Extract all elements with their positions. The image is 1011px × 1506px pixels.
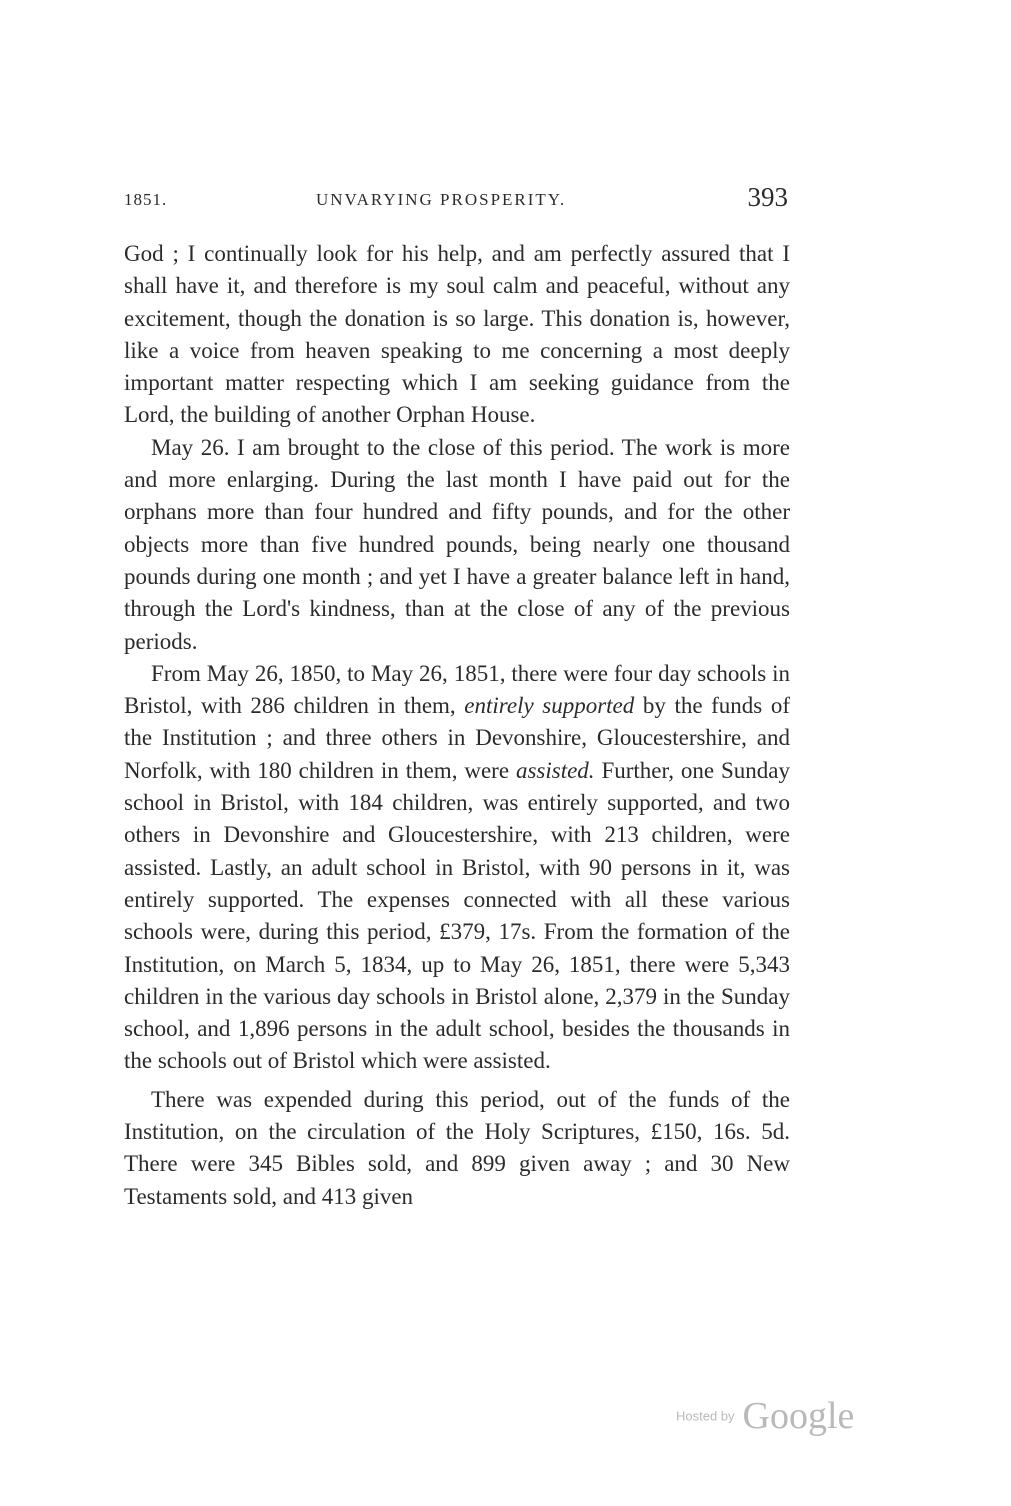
header-year: 1851. [124,190,168,209]
header-title: UNVARYING PROSPERITY. [316,190,567,209]
running-head [124,182,788,218]
schools-text-part-3: Further, one Sunday school in Bristol, with 184 children, was entirely supported, and two others in Devonshire and Gloucestershire, with 213 children, were assisted. Lastly, an adult school in Bristol, with 90 persons in it, was entirely supported. The expenses connected with all these various schools were, during this period, £379, 17s. From the formation of the Institution, on March 5, 1834, up to May 26, 1851, there were 5,343 children in the various day schools in Bristol alone, 2,379 in the Sunday school, and 1,896 persons in the adult school, besides the thousands in the schools out of Bristol which were assisted. [124,757,791,1074]
watermark-prefix: Hosted by [676,1408,735,1424]
google-watermark [676,1394,855,1437]
paragraph-may-26: May 26. I am brought to the close of this period. The work is more and more enlarging. During the last month I have paid out for the orphans more than four hundred and fifty pounds, and for the other objects more than five hundred pounds, being nearly one thousand pounds during one month ; and yet I have a greater balance left in hand, through the Lord's kindness, than at the close of any of the previous periods. [124,434,790,654]
paragraph-schools [124,658,790,1078]
page-number: 393 [747,182,788,212]
google-logo: Google [742,1395,855,1437]
paragraph-scriptures: There was expended during this period, out of the funds of the Institution, on the circulation of the Holy Scriptures, £150, 16s. 5d. There were 345 Bibles sold, and 899 given away ; and 30 New Testaments sold, and 413 given [124,1086,790,1209]
schools-text-part-1: From May 26, 1850, to May 26, 1851, there were four day schools in Bristol, with 286 children in them, [124,660,790,719]
schools-text-part-2: by the funds of the Institution ; and three others in Devonshire, Gloucestershire, and Norfolk, with 180 children in them, were [124,693,790,783]
paragraph-continued: God ; I continually look for his help, and am perfectly assured that I shall have it, and therefore is my soul calm and peaceful, without any excitement, though the donation is so large. This donation is, however, like a voice from heaven speaking to me concerning a most deeply important matter respecting which I am seeking guidance from the Lord, the building of another Orphan House. [124,241,790,428]
schools-emphasis-assisted: assisted. [515,757,595,783]
schools-emphasis-entirely-supported: entirely supported [464,693,635,719]
body-text [124,238,790,1213]
